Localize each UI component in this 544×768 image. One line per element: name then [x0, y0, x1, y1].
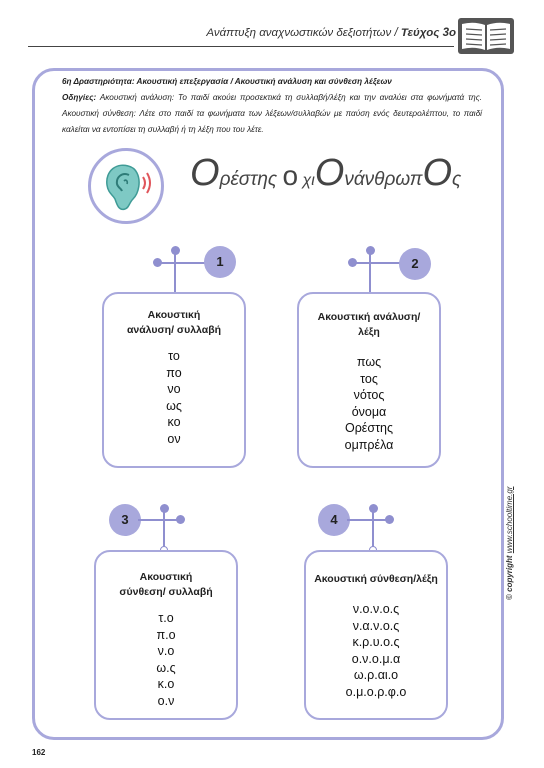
list-item: όνομα: [351, 404, 387, 419]
open-book-icon: [456, 16, 516, 56]
connector-dot: [171, 246, 180, 255]
list-item: νο: [167, 382, 181, 396]
box-number-badge: 4: [318, 504, 350, 536]
list-item: ομπρέλα: [344, 437, 394, 452]
connector-dot: [153, 258, 162, 267]
list-item: κ.ρ.υ.ο.ς: [352, 635, 400, 649]
connector-line: [369, 250, 371, 298]
connector-dot: [385, 515, 394, 524]
list-item: πο: [166, 365, 182, 380]
instructions: [62, 74, 482, 138]
header-title: Ανάπτυξη αναχνωστικών δεξιοτήτων / Τεύχος 3ο: [206, 27, 456, 39]
box-acoustic-synthesis-syllable: [94, 550, 238, 720]
list-item: ω.ρ.αι.ο: [353, 668, 399, 682]
list-item: κο: [167, 415, 181, 429]
story-title: Ορέστης ο χιΟνάνθρωπΟς: [190, 152, 462, 194]
list-item: πως: [356, 355, 382, 369]
box-heading: Ακουστική σύνθεση/ συλλαβή: [119, 571, 213, 598]
box-heading: Ακουστική ανάλυση/ συλλαβή: [126, 309, 222, 336]
list-item: τος: [360, 371, 378, 386]
list-item: ως: [166, 398, 182, 413]
item-list: [299, 354, 439, 453]
instructions-text: Οδηγίες: Ακουστική ανάλυση: Το παιδί ακούει προσεκτικά τη συλλαβή/λέξη και την αναλύει στα φωνήματά της. Ακουστική σύνθεση: Λέτε στο παιδί τα φωνήματα των λέξεων/συλλαβών με παύση ενός δευτερολέπτου, το παιδί καλείται να εντοπίσει τη συλλαβή ή τη λέξη που του λέτε.: [62, 93, 482, 134]
issue-label: Τεύχος 3ο: [400, 27, 456, 39]
copyright-link[interactable]: www.schooltime.gr: [505, 486, 514, 554]
connector-line: [157, 262, 207, 264]
list-item: ν.α.ν.ο.ς: [352, 618, 400, 633]
list-item: κ.ο: [157, 677, 175, 691]
page-number: 162: [32, 748, 46, 757]
connector-line: [174, 250, 176, 298]
list-item: ο.μ.ο.ρ.φ.ο: [345, 684, 407, 699]
item-list: [306, 601, 446, 700]
ear-icon: [88, 148, 164, 224]
list-item: ν.ο: [157, 644, 175, 658]
list-item: τ.ο: [158, 611, 174, 625]
box-number-badge: 2: [399, 248, 431, 280]
box-acoustic-synthesis-word: [304, 550, 448, 720]
activity-heading: 6η Δραστηριότητα: Ακουστική επεξεργασία / Ακουστική ανάλυση και σύνθεση λέξεων: [62, 77, 392, 86]
list-item: ον: [167, 431, 181, 446]
page-header: [0, 14, 544, 54]
list-item: ο.ν.ο.μ.α: [351, 651, 401, 666]
list-item: το: [168, 349, 180, 363]
box-number-badge: 1: [204, 246, 236, 278]
box-heading: Ακουστική σύνθεση/λέξη: [314, 573, 438, 585]
connector-dot: [160, 504, 169, 513]
item-list: [104, 348, 244, 447]
list-item: νότος: [353, 388, 385, 402]
list-item: ο.ν: [157, 693, 175, 708]
list-item: π.ο: [156, 627, 176, 642]
connector-dot: [366, 246, 375, 255]
header-rule: [28, 46, 454, 47]
box-number-badge: 3: [109, 504, 141, 536]
item-list: [96, 610, 236, 709]
box-acoustic-analysis-word: [297, 292, 441, 468]
list-item: Ορέστης: [344, 421, 394, 435]
connector-dot: [369, 504, 378, 513]
guide-label: Οδηγίες:: [62, 93, 97, 102]
connector-line: [352, 262, 402, 264]
box-heading: Ακουστική ανάλυση/λέξη: [317, 311, 421, 338]
connector-dot: [176, 515, 185, 524]
connector-dot: [348, 258, 357, 267]
list-item: ν.ο.ν.ο.ς: [352, 602, 400, 616]
list-item: ω.ς: [156, 660, 176, 675]
copyright-note: © copyright www.schooltime.gr: [505, 486, 514, 600]
box-acoustic-analysis-syllable: [102, 292, 246, 468]
